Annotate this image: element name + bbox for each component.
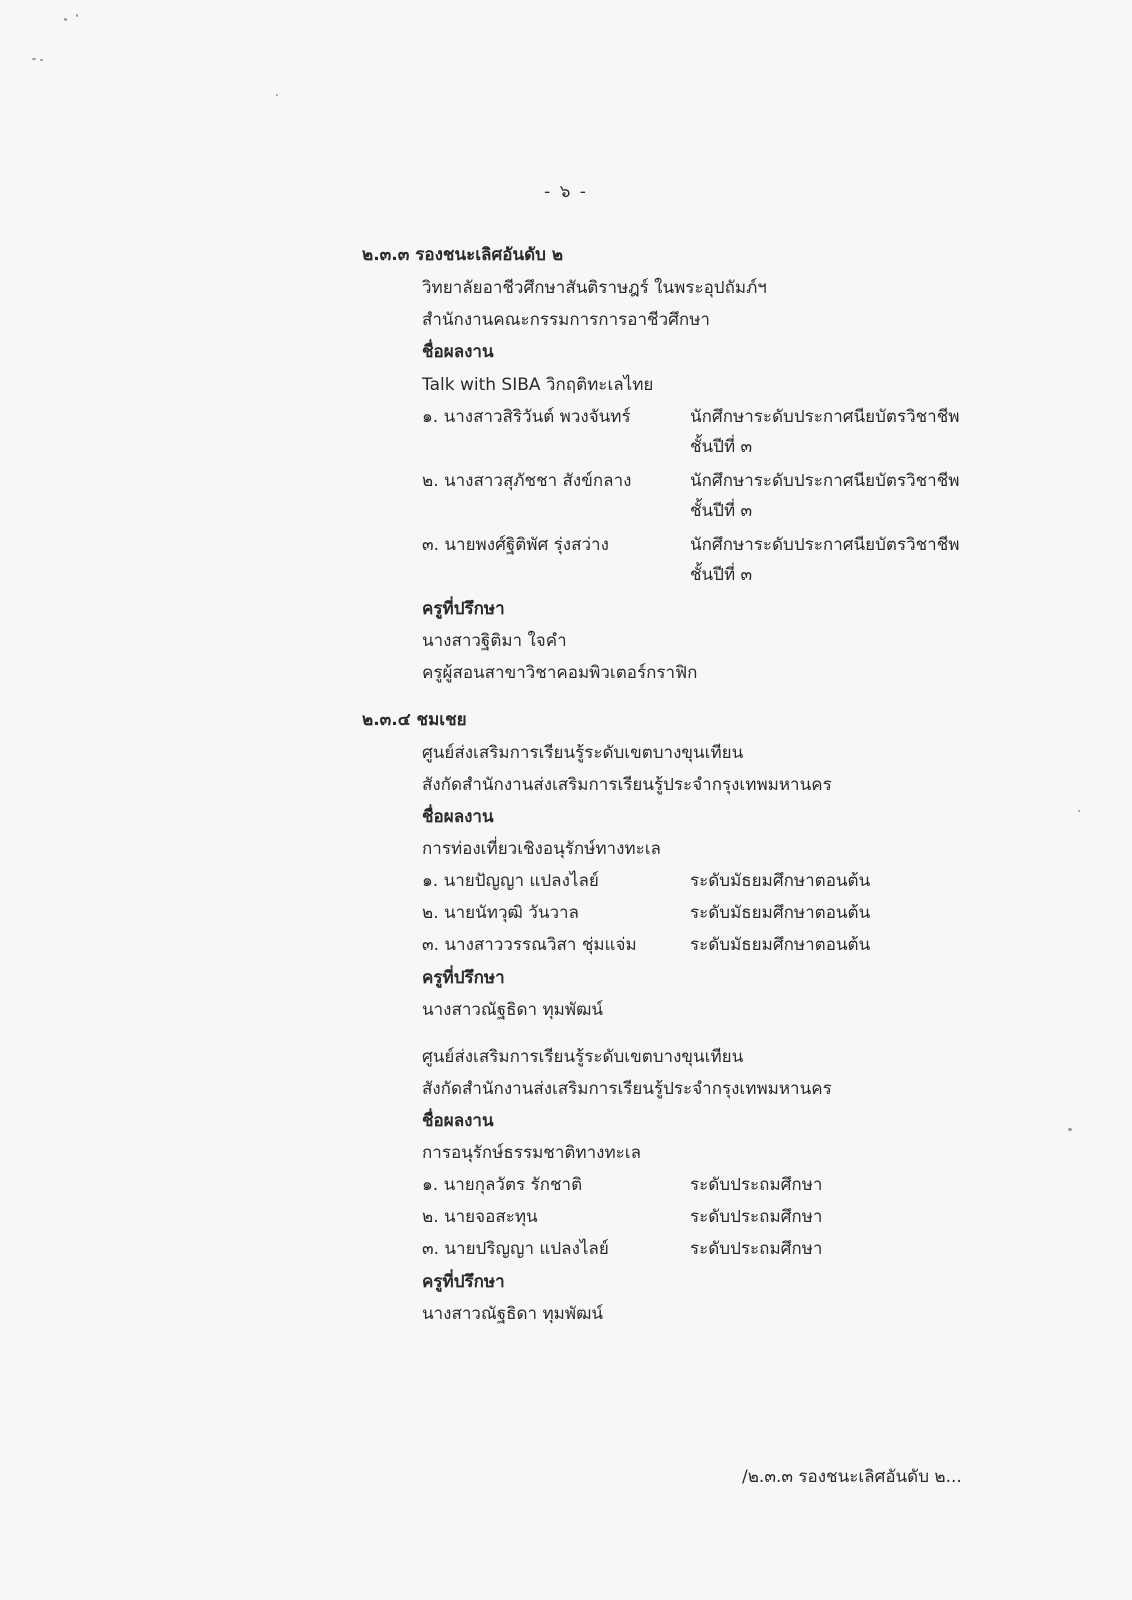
advisor-label: ครูที่ปรึกษา xyxy=(422,599,505,619)
member-level-year: ชั้นปีที่ ๓ xyxy=(690,437,753,457)
member-level: ระดับมัธยมศึกษาตอนต้น xyxy=(690,871,871,891)
member-level: นักศึกษาระดับประกาศนียบัตรวิชาชีพ xyxy=(690,407,960,427)
member-name: ๓. นายปริญญา แปลงไลย์ xyxy=(422,1239,609,1259)
member-level: นักศึกษาระดับประกาศนียบัตรวิชาชีพ xyxy=(690,535,960,555)
advisor-name: นางสาวณัฐธิดา ทุมพัฒน์ xyxy=(422,1304,604,1324)
org-line: สำนักงานคณะกรรมการการอาชีวศึกษา xyxy=(422,310,710,330)
member-name: ๒. นายนัทวุฒิ วันวาล xyxy=(422,903,579,923)
member-name: ๓. นางสาววรรณวิสา ชุ่มแจ่ม xyxy=(422,935,637,955)
member-name: ๑. นายปัญญา แปลงไลย์ xyxy=(422,871,599,891)
scan-speck xyxy=(64,18,67,21)
work-label: ชื่อผลงาน xyxy=(422,807,494,827)
member-name: ๑. นางสาวสิริวันต์ พวงจันทร์ xyxy=(422,407,631,427)
scan-speck xyxy=(276,94,278,96)
member-level: ระดับประถมศึกษา xyxy=(690,1239,823,1259)
advisor-label: ครูที่ปรึกษา xyxy=(422,1272,505,1292)
member-level: ระดับมัธยมศึกษาตอนต้น xyxy=(690,935,871,955)
section-heading: ๒.๓.๓ รองชนะเลิศอันดับ ๒ xyxy=(362,245,564,265)
member-level: ระดับประถมศึกษา xyxy=(690,1207,823,1227)
member-name: ๑. นายกุลวัตร รักชาติ xyxy=(422,1175,583,1195)
member-name: ๓. นายพงศ์ฐิติพัศ รุ่งสว่าง xyxy=(422,535,609,555)
member-name: ๒. นายจอสะทุน xyxy=(422,1207,538,1227)
org-line: สังกัดสำนักงานส่งเสริมการเรียนรู้ประจำกรุงเทพมหานคร xyxy=(422,775,832,795)
advisor-role: ครูผู้สอนสาขาวิชาคอมพิวเตอร์กราฟิก xyxy=(422,663,698,683)
page-number: - ๖ - xyxy=(544,182,588,202)
work-title: การอนุรักษ์ธรรมชาติทางทะเล xyxy=(422,1143,642,1163)
work-title: การท่องเที่ยวเชิงอนุรักษ์ทางทะเล xyxy=(422,839,661,859)
org-line: วิทยาลัยอาชีวศึกษาสันติราษฎร์ ในพระอุปถัมภ์ฯ xyxy=(422,278,767,298)
work-title: Talk with SIBA วิกฤติทะเลไทย xyxy=(422,375,654,395)
advisor-label: ครูที่ปรึกษา xyxy=(422,968,505,988)
org-line: สังกัดสำนักงานส่งเสริมการเรียนรู้ประจำกรุงเทพมหานคร xyxy=(422,1079,832,1099)
advisor-name: นางสาวณัฐธิดา ทุมพัฒน์ xyxy=(422,1000,604,1020)
scan-speck xyxy=(32,58,36,60)
scan-speck xyxy=(1078,810,1080,812)
work-label: ชื่อผลงาน xyxy=(422,1111,494,1131)
work-label: ชื่อผลงาน xyxy=(422,342,494,362)
org-line: ศูนย์ส่งเสริมการเรียนรู้ระดับเขตบางขุนเทียน xyxy=(422,743,744,763)
member-level-year: ชั้นปีที่ ๓ xyxy=(690,565,753,585)
member-name: ๒. นางสาวสุภัชชา สังข์กลาง xyxy=(422,471,632,491)
scan-speck xyxy=(1068,1128,1072,1131)
section-heading: ๒.๓.๔ ชมเชย xyxy=(362,710,467,730)
scan-speck xyxy=(40,59,43,61)
org-line: ศูนย์ส่งเสริมการเรียนรู้ระดับเขตบางขุนเทียน xyxy=(422,1047,744,1067)
advisor-name: นางสาวฐิติมา ใจคำ xyxy=(422,631,567,651)
scan-speck xyxy=(76,14,78,17)
member-level: ระดับประถมศึกษา xyxy=(690,1175,823,1195)
member-level-year: ชั้นปีที่ ๓ xyxy=(690,501,753,521)
member-level: นักศึกษาระดับประกาศนียบัตรวิชาชีพ xyxy=(690,471,960,491)
member-level: ระดับมัธยมศึกษาตอนต้น xyxy=(690,903,871,923)
footer-continuation: /๒.๓.๓ รองชนะเลิศอันดับ ๒... xyxy=(742,1467,962,1487)
